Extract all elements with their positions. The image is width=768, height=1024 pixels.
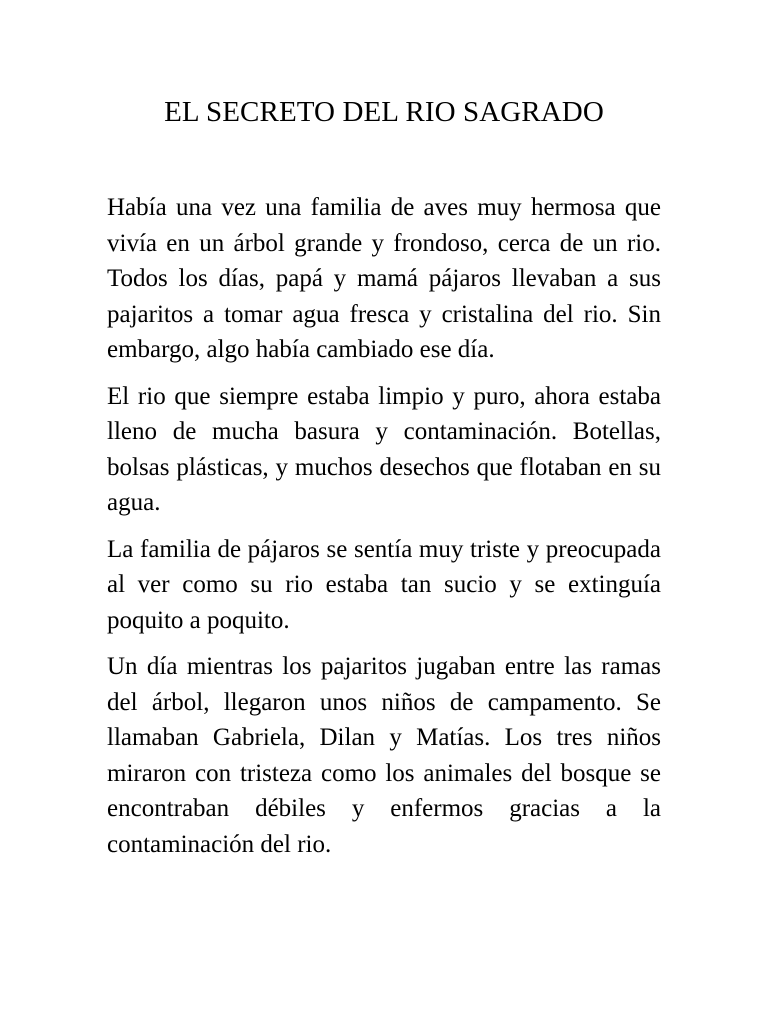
paragraph-3: La familia de pájaros se sentía muy triste y preocupada al ver como su rio estaba tan sucio y se extinguía poquito a poquito. — [107, 535, 661, 634]
document-title: EL SECRETO DEL RIO SAGRADO — [164, 96, 604, 128]
paragraph-4: Un día mientras los pajaritos jugaban entre las ramas del árbol, llegaron unos niños de campamento. Se llamaban Gabriela, Dilan y Matías. Los tres niños miraron con tristeza como los animales del bosque se encontraban débiles y enfermos gracias a la contaminación del rio. — [107, 653, 661, 858]
paragraph-1: Había una vez una familia de aves muy hermosa que vivía en un árbol grande y frondoso, cerca de un rio. Todos los días, papá y mamá pájaros llevaban a sus pajaritos a tomar agua fresca y cristalina del rio. Sin embargo, algo había cambiado ese día. — [107, 194, 661, 363]
paragraph-2: El rio que siempre estaba limpio y puro, ahora estaba lleno de mucha basura y contaminación. Botellas, bolsas plásticas, y muchos desechos que flotaban en su agua. — [107, 382, 661, 516]
document-body — [107, 190, 661, 873]
